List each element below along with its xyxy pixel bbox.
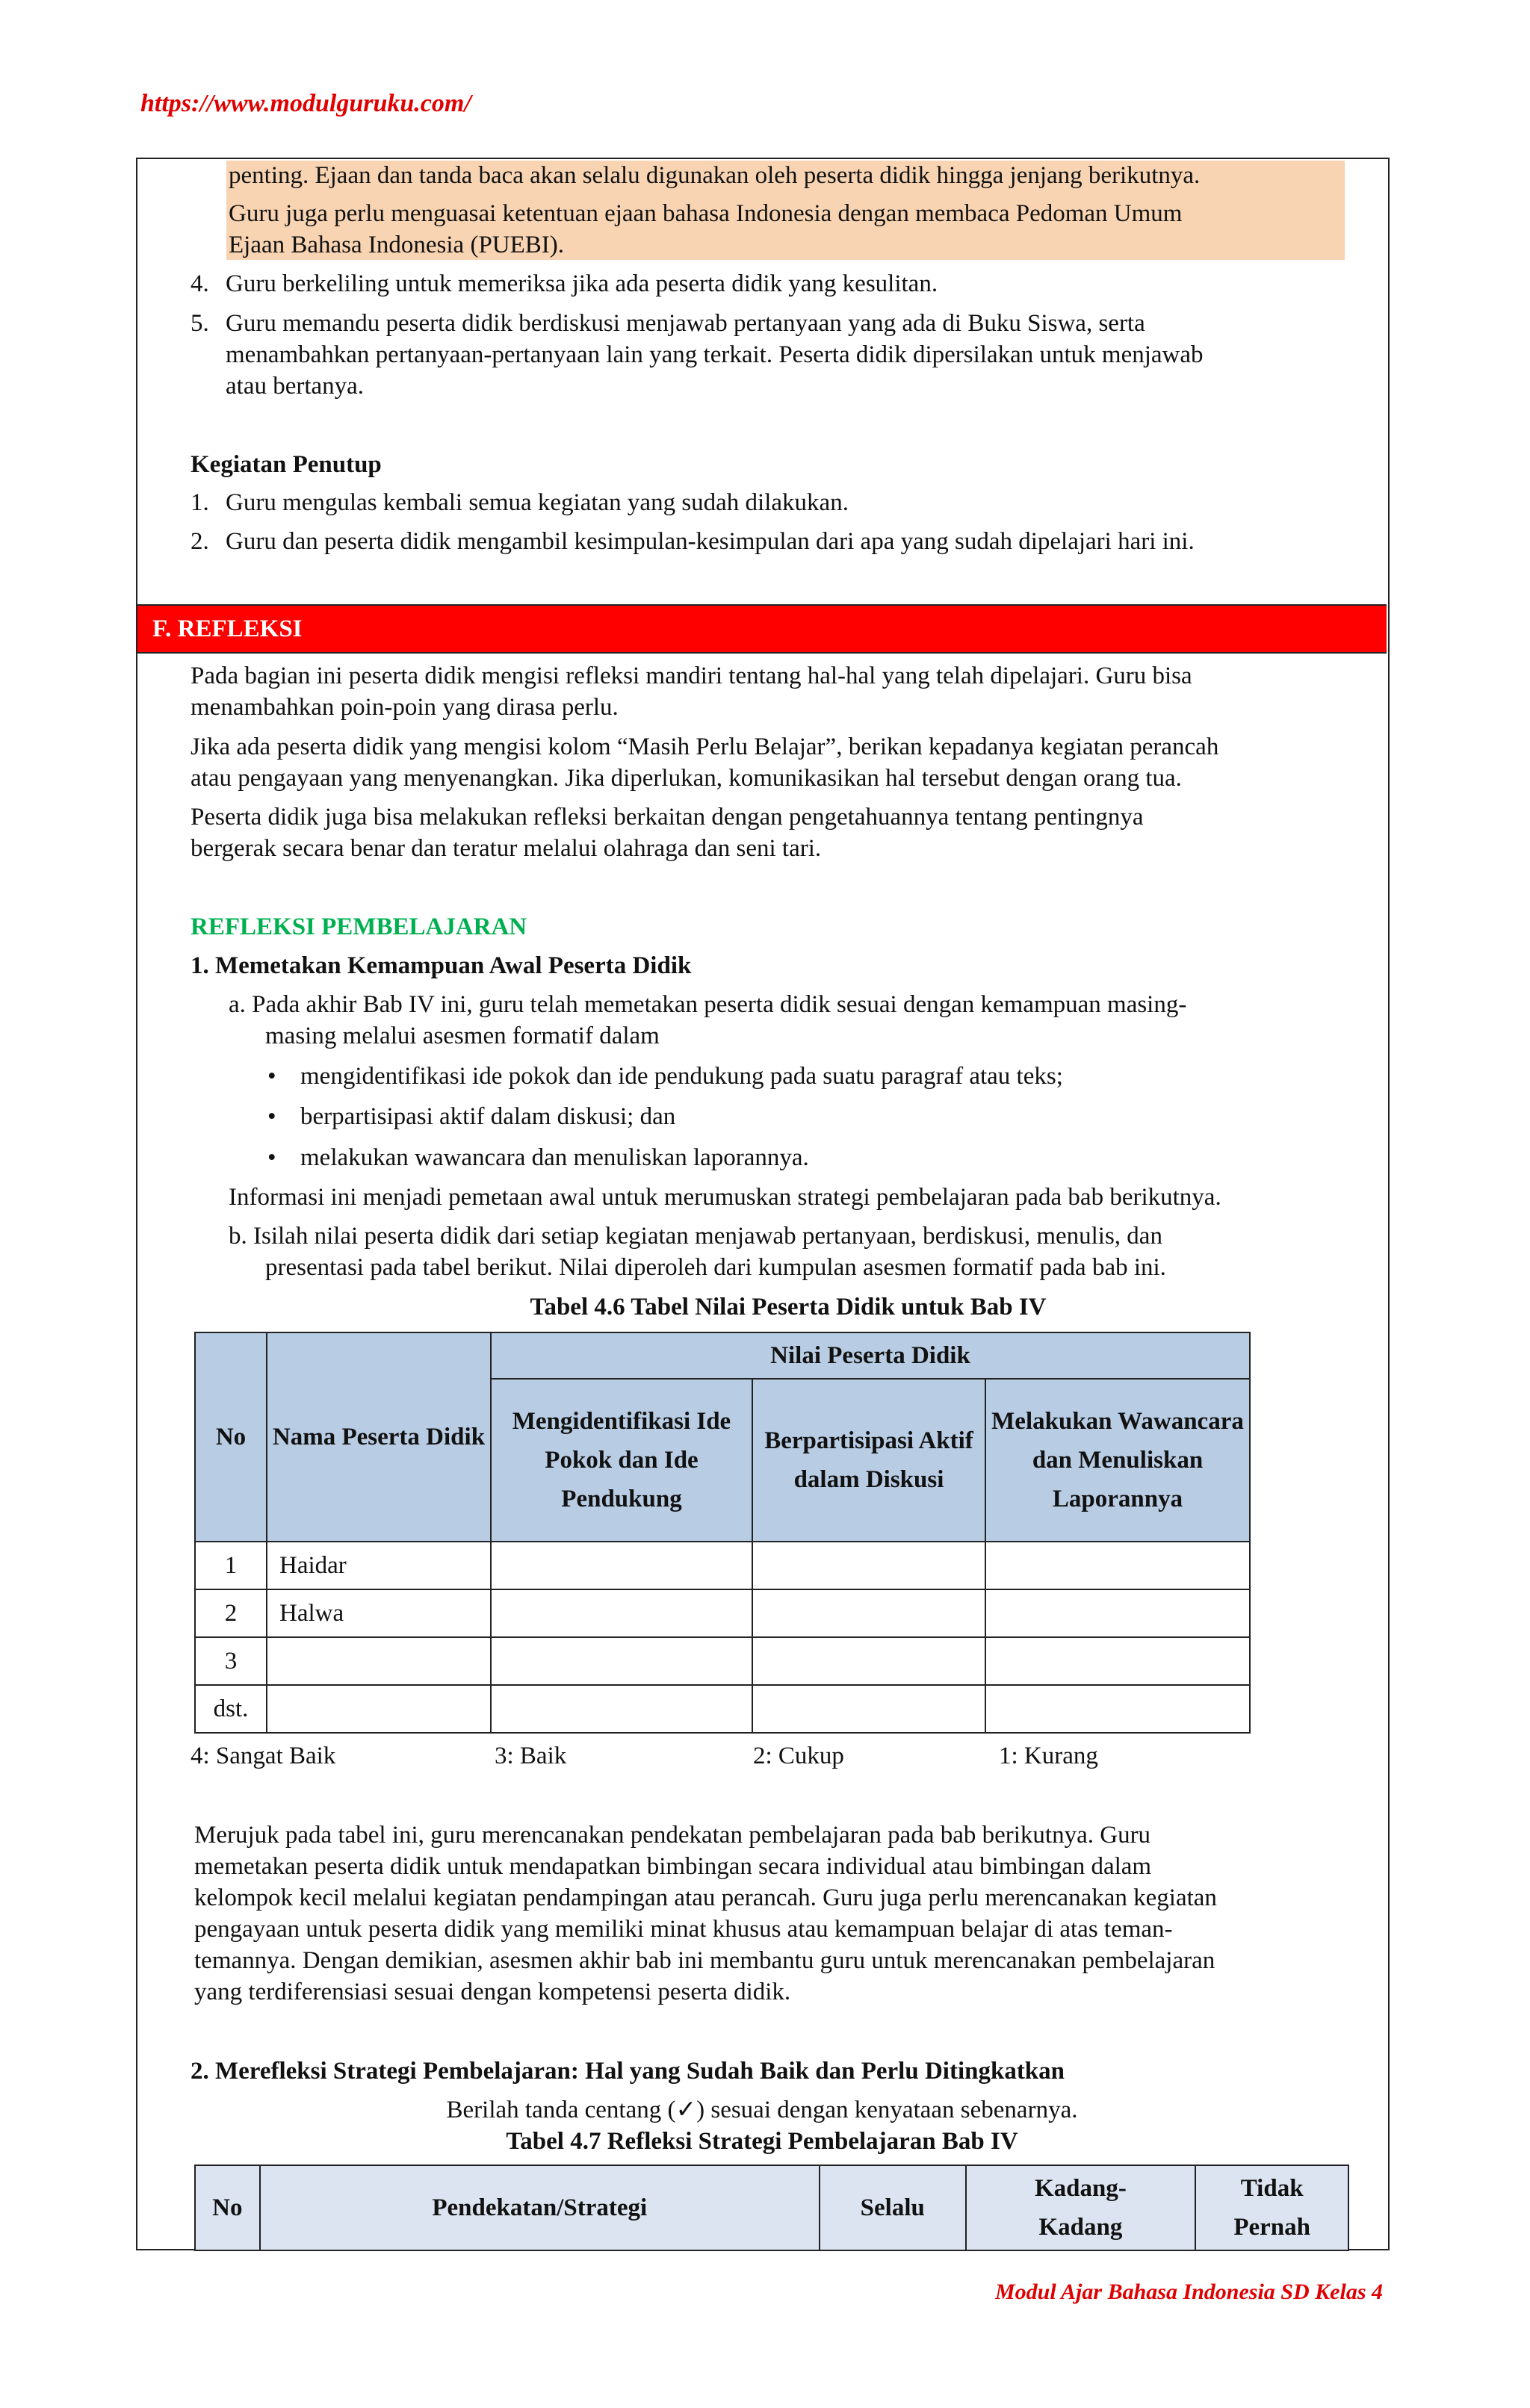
table-row [195,1637,1250,1685]
table1-caption: Tabel 4.6 Tabel Nilai Peserta Didik untuk Bab IV [530,1294,1047,1321]
step-text: Guru berkeliling untuk memeriksa jika ada peserta didik yang kesulitan. [226,270,938,297]
item-a: a. Pada akhir Bab IV ini, guru telah memetakan peserta didik sesuai dengan kemampuan masing- [229,991,1187,1018]
paragraph-line: bergerak secara benar dan teratur melalui olahraga dan seni tari. [191,835,822,862]
col-selalu: Selalu [820,2165,966,2250]
cell-nama: Haidar [267,1542,491,1589]
paragraph-line: yang terdiferensiasi sesuai dengan kompetensi peserta didik. [194,1979,791,2005]
col-group-nilai: Nilai Peserta Didik [491,1332,1250,1379]
table-row [195,1685,1250,1733]
cell-no: 1 [195,1542,267,1589]
paragraph-line: atau pengayaan yang menyenangkan. Jika diperlukan, komunikasikan hal tersebut dengan orang tua. [191,765,1182,792]
col-kadang: Kadang-Kadang [966,2165,1196,2250]
step-text: atau bertanya. [226,373,365,400]
bullet-item: • mengidentifikasi ide pokok dan ide pendukung pada suatu paragraf atau teks; [300,1061,1063,1092]
info-text: Informasi ini menjadi pemetaan awal untuk merumuskan strategi pembelajaran pada bab berikutnya. [229,1184,1221,1211]
col-no: No [195,1332,267,1542]
cell-score[interactable] [491,1685,752,1733]
legend-item: 2: Cukup [753,1743,844,1769]
paragraph-line: memetakan peserta didik untuk mendapatkan bimbingan secara individual atau bimbingan dalam [194,1853,1152,1880]
table-refleksi-strategi [194,2165,1349,2251]
penutup-item: Guru dan peserta didik mengambil kesimpulan-kesimpulan dari apa yang sudah dipelajari hari ini. [226,528,1195,555]
cell-score[interactable] [491,1637,752,1685]
part2-instruction: Berilah tanda centang (✓) sesuai dengan kenyataan sebenarnya. [446,2097,1078,2123]
cell-score[interactable] [491,1542,752,1589]
step-num: 4. [191,270,209,297]
penutup-title: Kegiatan Penutup [191,451,382,478]
col-no: No [195,2165,260,2250]
legend-item: 3: Baik [495,1743,567,1769]
cell-nama [267,1637,491,1685]
table-row [195,1542,1250,1589]
paragraph-line: Peserta didik juga bisa melakukan refleksi berkaitan dengan pengetahuannya tentang pentingnya [191,804,1144,831]
section-label: F. REFLEKSI [152,615,303,642]
refleksi-heading-1: 1. Memetakan Kemampuan Awal Peserta Didik [191,952,692,979]
item-b: b. Isilah nilai peserta didik dari setiap kegiatan menjawab pertanyaan, berdiskusi, menulis, dan [229,1223,1162,1250]
cell-score[interactable] [752,1685,985,1733]
step-text: menambahkan pertanyaan-pertanyaan lain yang terkait. Peserta didik dipersilakan untuk menjawab [226,341,1204,368]
col-tidak-pernah: Tidak Pernah [1195,2165,1348,2250]
footer-title: Modul Ajar Bahasa Indonesia SD Kelas 4 [994,2280,1383,2304]
cell-no: 3 [195,1637,267,1685]
paragraph-line: menambahkan poin-poin yang dirasa perlu. [191,694,619,721]
step-num: 5. [191,310,209,337]
bullet-item: • berpartisipasi aktif dalam diskusi; dan [300,1101,675,1132]
item-a: masing melalui asesmen formatif dalam [265,1023,660,1049]
table-row [195,1589,1250,1637]
cell-score[interactable] [985,1589,1250,1637]
col-nama: Nama Peserta Didik [267,1332,491,1542]
cell-score[interactable] [752,1637,985,1685]
part2-title: 2. Merefleksi Strategi Pembelajaran: Hal yang Sudah Baik dan Perlu Ditingkatkan [191,2058,1065,2085]
item-b: presentasi pada tabel berikut. Nilai diperoleh dari kumpulan asesmen formatif pada bab ini. [265,1254,1166,1281]
bullet-item: • melakukan wawancara dan menuliskan laporannya. [300,1142,809,1173]
cell-score[interactable] [985,1542,1250,1589]
penutup-num: 2. [191,528,209,555]
legend-item: 4: Sangat Baik [191,1743,336,1769]
cell-score[interactable] [985,1637,1250,1685]
cell-nama: Halwa [267,1589,491,1637]
cell-score[interactable] [491,1589,752,1637]
paragraph-line: temannya. Dengan demikian, asesmen akhir bab ini membantu guru untuk merencanakan pembelajaran [194,1947,1215,1974]
refleksi-title: REFLEKSI PEMBELAJARAN [191,913,527,940]
cell-score[interactable] [985,1685,1250,1733]
col-strategi: Pendekatan/Strategi [260,2165,820,2250]
highlight-line: Ejaan Bahasa Indonesia (PUEBI). [229,232,565,258]
highlight-line: penting. Ejaan dan tanda baca akan selalu digunakan oleh peserta didik hingga jenjang berikutnya. [229,162,1201,189]
cell-score[interactable] [752,1589,985,1637]
paragraph-line: Pada bagian ini peserta didik mengisi refleksi mandiri tentang hal-hal yang telah dipelajari. Guru bisa [191,662,1192,689]
step-text: Guru memandu peserta didik berdiskusi menjawab pertanyaan yang ada di Buku Siswa, serta [226,310,1145,337]
cell-no: dst. [195,1685,267,1733]
penutup-item: Guru mengulas kembali semua kegiatan yang sudah dilakukan. [226,489,849,516]
cell-no: 2 [195,1589,267,1637]
penutup-num: 1. [191,489,209,516]
highlight-line: Guru juga perlu menguasai ketentuan ejaan bahasa Indonesia dengan membaca Pedoman Umum [229,200,1183,227]
col-mengidentifikasi: Mengidentifikasi Ide Pokok dan Ide Pendukung [491,1379,752,1542]
cell-score[interactable] [752,1542,985,1589]
col-berpartisipasi: Berpartisipasi Aktif dalam Diskusi [752,1379,985,1542]
cell-nama [267,1685,491,1733]
paragraph-line: pengayaan untuk peserta didik yang memiliki minat khusus atau kemampuan belajar di atas teman- [194,1916,1173,1943]
site-url[interactable]: https://www.modulguruku.com/ [140,90,471,117]
paragraph-line: Jika ada peserta didik yang mengisi kolom “Masih Perlu Belajar”, berikan kepadanya kegiatan perancah [191,733,1219,760]
table-nilai [194,1332,1251,1734]
table2-caption: Tabel 4.7 Refleksi Strategi Pembelajaran Bab IV [506,2128,1018,2155]
section-header-refleksi [137,604,1387,654]
paragraph-line: Merujuk pada tabel ini, guru merencanakan pendekatan pembelajaran pada bab berikutnya. Guru [194,1822,1151,1849]
col-wawancara: Melakukan Wawancara dan Menuliskan Laporannya [985,1379,1250,1542]
legend-item: 1: Kurang [999,1743,1098,1769]
paragraph-line: kelompok kecil melalui kegiatan pendampingan atau perancah. Guru juga perlu merencanakan kegiatan [194,1884,1217,1911]
